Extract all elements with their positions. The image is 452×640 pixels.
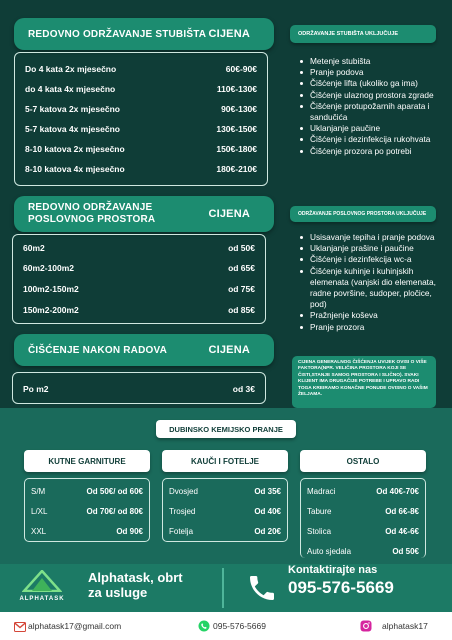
table-row: Dvosjed Od 35€ [169,487,281,496]
table-row: 60m2 od 50€ [23,243,255,253]
table-row: Stolica Od 4€-6€ [307,527,419,536]
list-item-continued: radne površine, sudoper, pločice, [310,288,432,299]
list-item: Pražnjenje koševa [298,310,448,321]
list-item: Uklanjanje prašine i paučine [298,243,448,254]
company-name: Alphatask, obrt za usluge [88,570,183,600]
list-item: Čišćenje prozora po potrebi [298,146,448,157]
office-maintenance-header [14,196,274,232]
stairs-includes-list [298,56,448,157]
table-row: Do 4 kata 2x mjesečno 60€-90€ [25,64,257,74]
office-maintenance-title: REDOVNO ODRŽAVANJE POSLOVNOG PROSTORA [28,202,156,225]
list-item: Čišćenje protupožarnih aparata i [298,101,448,112]
list-item-continued: pod) [310,299,327,310]
logo-mountain-icon [22,570,62,592]
email-link[interactable]: alphatask17@gmail.com [28,621,122,631]
price-column-label: CIJENA [208,344,250,356]
table-row: 100m2-150m2 od 75€ [23,284,255,294]
office-includes-list [298,232,448,333]
other-header: OSTALO [300,450,426,472]
phone-icon [246,572,278,604]
table-row: 60m2-100m2 od 65€ [23,263,255,273]
list-item: Pranje prozora [298,322,448,333]
stairs-price-table [14,52,268,186]
price-column-label: CIJENA [208,208,250,220]
price-column-label: CIJENA [208,28,250,40]
sofas-armchairs-header: KAUČI I FOTELJE [162,450,288,472]
table-row: Trosjed Od 40€ [169,507,281,516]
whatsapp-number[interactable]: 095-576-5669 [213,621,266,631]
phone-number[interactable]: 095-576-5669 [288,578,394,597]
list-item: Čišćenje i dezinfekcija rukohvata [298,134,448,145]
list-item: Uklanjanje paučine [298,123,448,134]
deep-cleaning-section [0,408,452,564]
deep-cleaning-title: DUBINSKO KEMIJSKO PRANJE [156,420,296,438]
table-row: 8-10 katova 4x mjesečno 180€-210€ [25,164,257,174]
contact-label: Kontaktirajte nas [288,564,378,576]
list-item: Čišćenje lifta (ukoliko ga ima) [298,78,448,89]
table-row: 8-10 katova 2x mjesečno 150€-180€ [25,144,257,154]
post-construction-title: ČIŠĆENJE NAKON RADOVA [28,344,168,356]
stairs-maintenance-title: REDOVNO ODRŽAVANJE STUBIŠTA [28,28,207,40]
table-row: Auto sjedala Od 50€ [307,547,419,556]
list-item: Čišćenje ulaznog prostora zgrade [298,90,448,101]
gmail-icon [14,622,26,632]
pricing-note: CIJENA GENERALNOG ČIŠĆENJA UVIJEK OVISI O VIŠE FAKTORA(NPR. VELIČINA PROSTORA KOJI SE ČISTI,STANJE SAMOG PROSTORA I SLIČNO). SVAKI KLIJENT IMA DRUGAČIJE POTREBE I UPRAVO RADI TOGA KREIRAMO KONAČNE PONUDE OVISNO O VAŠIM ŽELJAMA. [292,356,436,408]
logo [12,568,72,608]
list-item: Metenje stubišta [298,56,448,67]
divider [222,568,224,608]
office-price-table [12,234,266,324]
list-item-continued: sandučića [310,112,348,123]
list-item: Čišćenje kuhinje i kuhinjskih [298,266,448,277]
table-row: XXL Od 90€ [31,527,143,536]
sofas-armchairs-table [162,478,288,542]
corner-sofas-header: KUTNE GARNITURE [24,450,150,472]
corner-sofas-table [24,478,150,542]
table-row: 5-7 katova 4x mjesečno 130€-150€ [25,124,257,134]
table-row: S/M Od 50€/ od 60€ [31,487,143,496]
list-item: Čišćenje i dezinfekcija wc-a [298,254,448,265]
logo-text: ALPHATASK [19,596,65,602]
table-row: 5-7 katova 2x mjesečno 90€-130€ [25,104,257,114]
stairs-maintenance-header [14,18,274,50]
table-row: 150m2-200m2 od 85€ [23,305,255,315]
footer-bar [0,612,452,640]
post-construction-price-table [12,372,266,404]
table-row: Tabure Od 6€-8€ [307,507,419,516]
stairs-includes-header: ODRŽAVANJE STUBIŠTA UKLJUČUJE [290,25,436,43]
instagram-handle[interactable]: alphatask17 [382,621,428,631]
post-construction-header [14,334,274,366]
table-row: L/XL Od 70€/ od 80€ [31,507,143,516]
other-table [300,478,426,558]
office-includes-header: ODRŽAVANJE POSLOVNOG PROSTORA UKLJUČUJE [290,206,436,222]
instagram-icon [360,620,372,632]
table-row: do 4 kata 4x mjesečno 110€-130€ [25,84,257,94]
whatsapp-icon [198,620,210,632]
table-row: Fotelja Od 20€ [169,527,281,536]
list-item-continued: elemenata (vanjski dio elemenata, [310,276,436,287]
table-row: Madraci Od 40€-70€ [307,487,419,496]
list-item: Usisavanje tepiha i pranje podova [298,232,448,243]
list-item: Pranje podova [298,67,448,78]
contact-banner [0,564,452,612]
table-row: Po m2 od 3€ [23,384,255,394]
